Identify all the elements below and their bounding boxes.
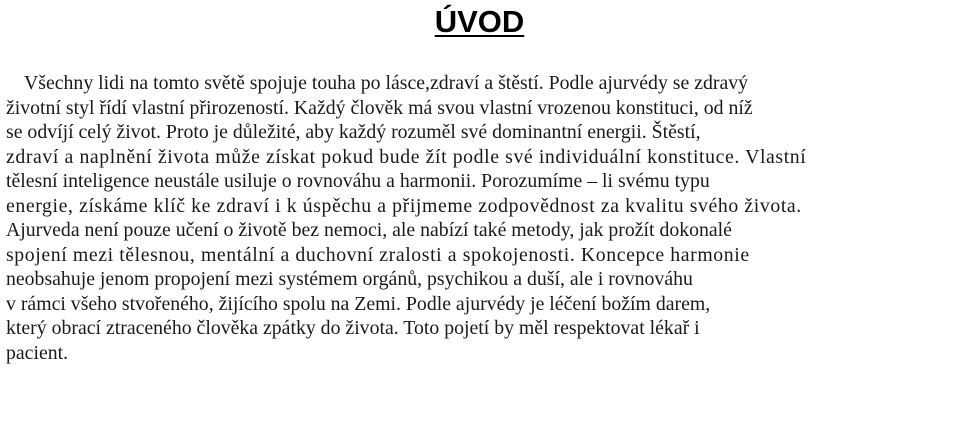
page-title: ÚVOD — [434, 4, 525, 39]
paragraph-line: spojení mezi tělesnou, mentální a duchovní zralosti a spokojenosti. Koncepce harmonie — [6, 243, 750, 266]
paragraph-line: životní styl řídí vlastní přirozeností. Každý člověk má svou vlastní vrozenou konstituci, od níž — [6, 96, 753, 119]
introduction-paragraph — [6, 71, 953, 365]
paragraph-line: zdraví a naplnění života může získat pokud bude žít podle své individuální konstituce. Vlastní — [6, 145, 807, 168]
paragraph-line: tělesní inteligence neustále usiluje o rovnováhu a harmonii. Porozumíme – li svému typu — [6, 170, 710, 192]
paragraph-line: se odvíjí celý život. Proto je důležité, aby každý rozuměl své dominantní energii. Štěstí, — [6, 121, 701, 143]
paragraph-line: který obrací ztraceného člověka zpátky do života. Toto pojetí by měl respektovat lékař i — [6, 317, 700, 339]
paragraph-line: neobsahuje jenom propojení mezi systémem orgánů, psychikou a duší, ale i rovnováhu — [6, 268, 693, 290]
paragraph-line: pacient. — [6, 341, 69, 364]
paragraph-line: v rámci všeho stvořeného, žijícího spolu na Zemi. Podle ajurvédy je léčení božím darem, — [6, 292, 711, 315]
paragraph-line: energie, získáme klíč ke zdraví i k úspěchu a přijmeme zodpovědnost za kvalitu svého života. — [6, 194, 802, 217]
paragraph-line: Všechny lidi na tomto světě spojuje touha po lásce,zdraví a štěstí. Podle ajurvédy se zdravý — [24, 72, 749, 94]
paragraph-line: Ajurveda není pouze učení o životě bez nemoci, ale nabízí také metody, jak prožít dokonalé — [6, 219, 732, 241]
